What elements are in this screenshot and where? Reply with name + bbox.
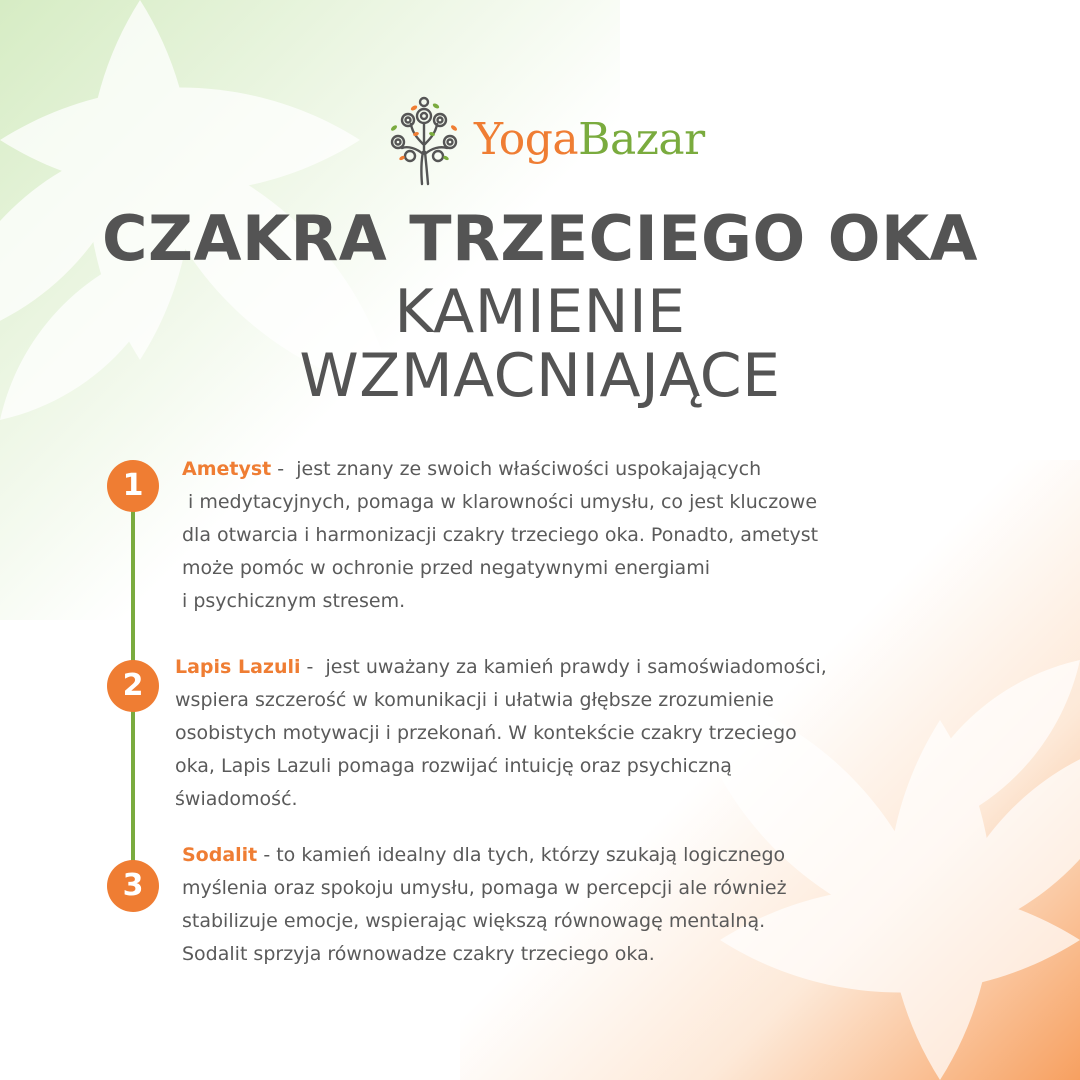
stone-name: Ametyst (182, 458, 272, 480)
stone-item-2 (175, 651, 827, 816)
tree-icon (384, 96, 464, 186)
item-line (182, 839, 787, 872)
item-line: myślenia oraz spokoju umysłu, pomaga w percepcji ale również (182, 877, 787, 899)
item-line: osobistych motywacji i przekonań. W kontekście czakry trzeciego (175, 722, 797, 744)
brand-name-bazar: Bazar (578, 114, 705, 165)
name-separator: - (271, 458, 297, 480)
item-line: dla otwarcia i harmonizacji czakry trzeciego oka. Ponadto, ametyst (182, 524, 819, 546)
brand-name-yoga: Yoga (474, 114, 579, 165)
page-title: CZAKRA TRZECIEGO OKA (102, 202, 978, 275)
step-badge-3: 3 (107, 860, 159, 912)
brand-logo (384, 96, 704, 186)
brand-name (474, 114, 705, 166)
item-text: to kamień idealny dla tych, którzy szukają logicznego (276, 844, 786, 866)
item-line: świadomość. (175, 788, 298, 810)
step-badge-1: 1 (107, 460, 159, 512)
subtitle-line-2: WZMACNIAJĄCE (299, 341, 781, 411)
name-separator: - (300, 656, 326, 678)
item-line (182, 453, 818, 486)
step-badge-2: 2 (107, 660, 159, 712)
item-line: i psychicznym stresem. (182, 590, 406, 612)
item-line: Sodalit sprzyja równowadze czakry trzeciego oka. (182, 943, 655, 965)
name-separator: - (257, 844, 277, 866)
item-line (175, 651, 827, 684)
stone-item-1 (182, 453, 818, 618)
subtitle-line-1: KAMIENIE (394, 277, 686, 347)
item-line: oka, Lapis Lazuli pomaga rozwijać intuicję oraz psychiczną (175, 755, 732, 777)
item-text: jest uważany za kamień prawdy i samoświadomości, (325, 656, 827, 678)
item-text: jest znany ze swoich właściwości uspokajających (296, 458, 762, 480)
page-subtitle (0, 277, 1080, 411)
item-line: i medytacyjnych, pomaga w klarowności umysłu, co jest kluczowe (182, 491, 818, 513)
stone-name: Lapis Lazuli (175, 656, 301, 678)
stone-name: Sodalit (182, 844, 258, 866)
item-line: może pomóc w ochronie przed negatywnymi energiami (182, 557, 710, 579)
item-line: stabilizuje emocje, wspierając większą równowagę mentalną. (182, 910, 766, 932)
stone-item-3 (182, 839, 787, 971)
item-line: wspiera szczerość w komunikacji i ułatwia głębsze zrozumienie (175, 689, 774, 711)
